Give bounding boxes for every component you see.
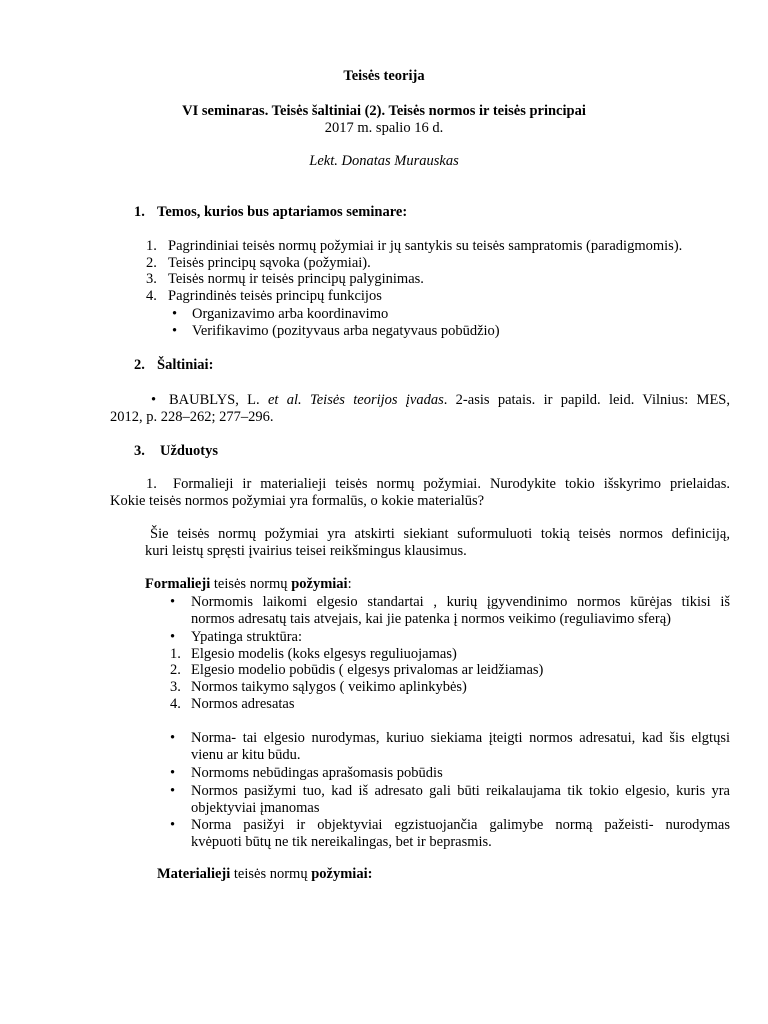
source-author: BAUBLYS, L. <box>169 392 268 408</box>
bullet-icon <box>170 730 175 747</box>
bullet-icon <box>170 783 175 800</box>
course-title: Teisės teorija <box>343 68 425 84</box>
source-details: . 2-asis patais. ir papild. leid. Vilnius: MES, <box>443 392 731 408</box>
bullet-icon <box>170 629 175 646</box>
source-book-title: Teisės teorijos įvadas <box>301 392 444 408</box>
function-subitem: Organizavimo arba koordinavimo <box>192 306 389 322</box>
structure-item: Elgesio modelio pobūdis ( elgesys privalomas ar leidžiamas) <box>191 662 544 678</box>
structure-number: 2. <box>170 662 181 678</box>
topic-number: 4. <box>146 288 157 304</box>
function-subitem: Verifikavimo (pozityvaus arba negatyvaus pobūdžio) <box>192 323 500 339</box>
seminar-title: VI seminaras. Teisės šaltiniai (2). Teisės normos ir teisės principai <box>182 103 586 119</box>
formal-feature-line: Normos pasižymi tuo, kad iš adresato gali būti reikalaujama tik tokio elgesio, kuris yra <box>191 783 730 799</box>
topic-number: 1. <box>146 238 157 254</box>
structure-item: Normos taikymo sąlygos ( veikimo aplinkybės) <box>191 679 467 695</box>
section2-number: 2. <box>134 357 145 373</box>
task-line1: Formalieji ir materialieji teisės normų požymiai. Nurodykite tokio išskyrimo prielaidas. <box>173 476 730 492</box>
structure-number: 3. <box>170 679 181 695</box>
bullet-icon <box>172 323 177 340</box>
structure-item: Elgesio modelis (koks elgesys reguliuojamas) <box>191 646 457 662</box>
topic-item: Pagrindiniai teisės normų požymiai ir jų santykis su teisės sampratomis (paradigmomis). <box>168 238 683 254</box>
source-citation-line2: 2012, p. 228–262; 277–296. <box>110 409 274 425</box>
bullet-icon <box>170 594 175 611</box>
source-etal: et al. <box>267 392 302 408</box>
section1-number: 1. <box>134 204 145 220</box>
bullet-icon <box>170 817 175 834</box>
section3-number: 3. <box>134 443 145 459</box>
structure-number: 4. <box>170 696 181 712</box>
formal-feature-line: Normoms nebūdingas aprašomasis pobūdis <box>191 765 443 781</box>
section1-heading: Temos, kurios bus aptariamos seminare: <box>157 204 408 220</box>
topic-number: 2. <box>146 255 157 271</box>
source-citation-line1 <box>169 392 730 409</box>
answer-line1: Šie teisės normų požymiai yra atskirti siekiant suformuluoti tokią teisės normos definiciją, <box>150 526 730 542</box>
formal-feature-line: Normomis laikomi elgesio standartai , kurių įgyvendinimo normos kūrėjas tikisi iš <box>191 594 730 610</box>
formal-feature-line: Norma pasižyi ir objektyviai egzistuojančia galimybe normą pažeisti- nurodymas <box>191 817 730 833</box>
seminar-date: 2017 m. spalio 16 d. <box>324 120 444 136</box>
task-number: 1. <box>146 476 157 492</box>
bullet-icon <box>151 392 156 409</box>
answer-line2: kuri leistų spręsti įvairius teisei reikšmingus klausimus. <box>145 543 467 559</box>
bullet-icon <box>170 765 175 782</box>
section3-heading: Užduotys <box>160 443 219 459</box>
material-features-heading: Materialieji teisės normų požymiai: <box>157 866 373 882</box>
structure-number: 1. <box>170 646 181 662</box>
bullet-icon <box>172 306 177 323</box>
topic-item: Teisės normų ir teisės principų palyginimas. <box>168 271 424 287</box>
formal-feature-line: Norma- tai elgesio nurodymas, kuriuo siekiama įteigti normos adresatui, kad šis elgtųsi <box>191 730 730 746</box>
formal-features-heading: Formalieji teisės normų požymiai: <box>145 576 352 592</box>
structure-item: Normos adresatas <box>191 696 295 712</box>
topic-item: Pagrindinės teisės principų funkcijos <box>168 288 382 304</box>
topic-number: 3. <box>146 271 157 287</box>
lecturer-name: Lekt. Donatas Murauskas <box>309 153 459 169</box>
formal-feature-line: Ypatinga struktūra: <box>191 629 303 645</box>
formal-feature-line: normos adresatų tais atvejais, kai jie patenka į normos veikimo (reguliavimo sferą) <box>191 611 671 627</box>
topic-item: Teisės principų sąvoka (požymiai). <box>168 255 371 271</box>
section2-heading: Šaltiniai: <box>157 357 214 373</box>
formal-feature-line: objektyviai įmanomas <box>191 800 320 816</box>
task-line2: Kokie teisės normos požymiai yra formalūs, o kokie materialūs? <box>110 493 485 509</box>
formal-feature-line: vienu ar kitu būdu. <box>191 747 301 763</box>
formal-feature-line: kvėpuoti būtų ne tik nereikalingas, bet ir beprasmis. <box>191 834 492 850</box>
